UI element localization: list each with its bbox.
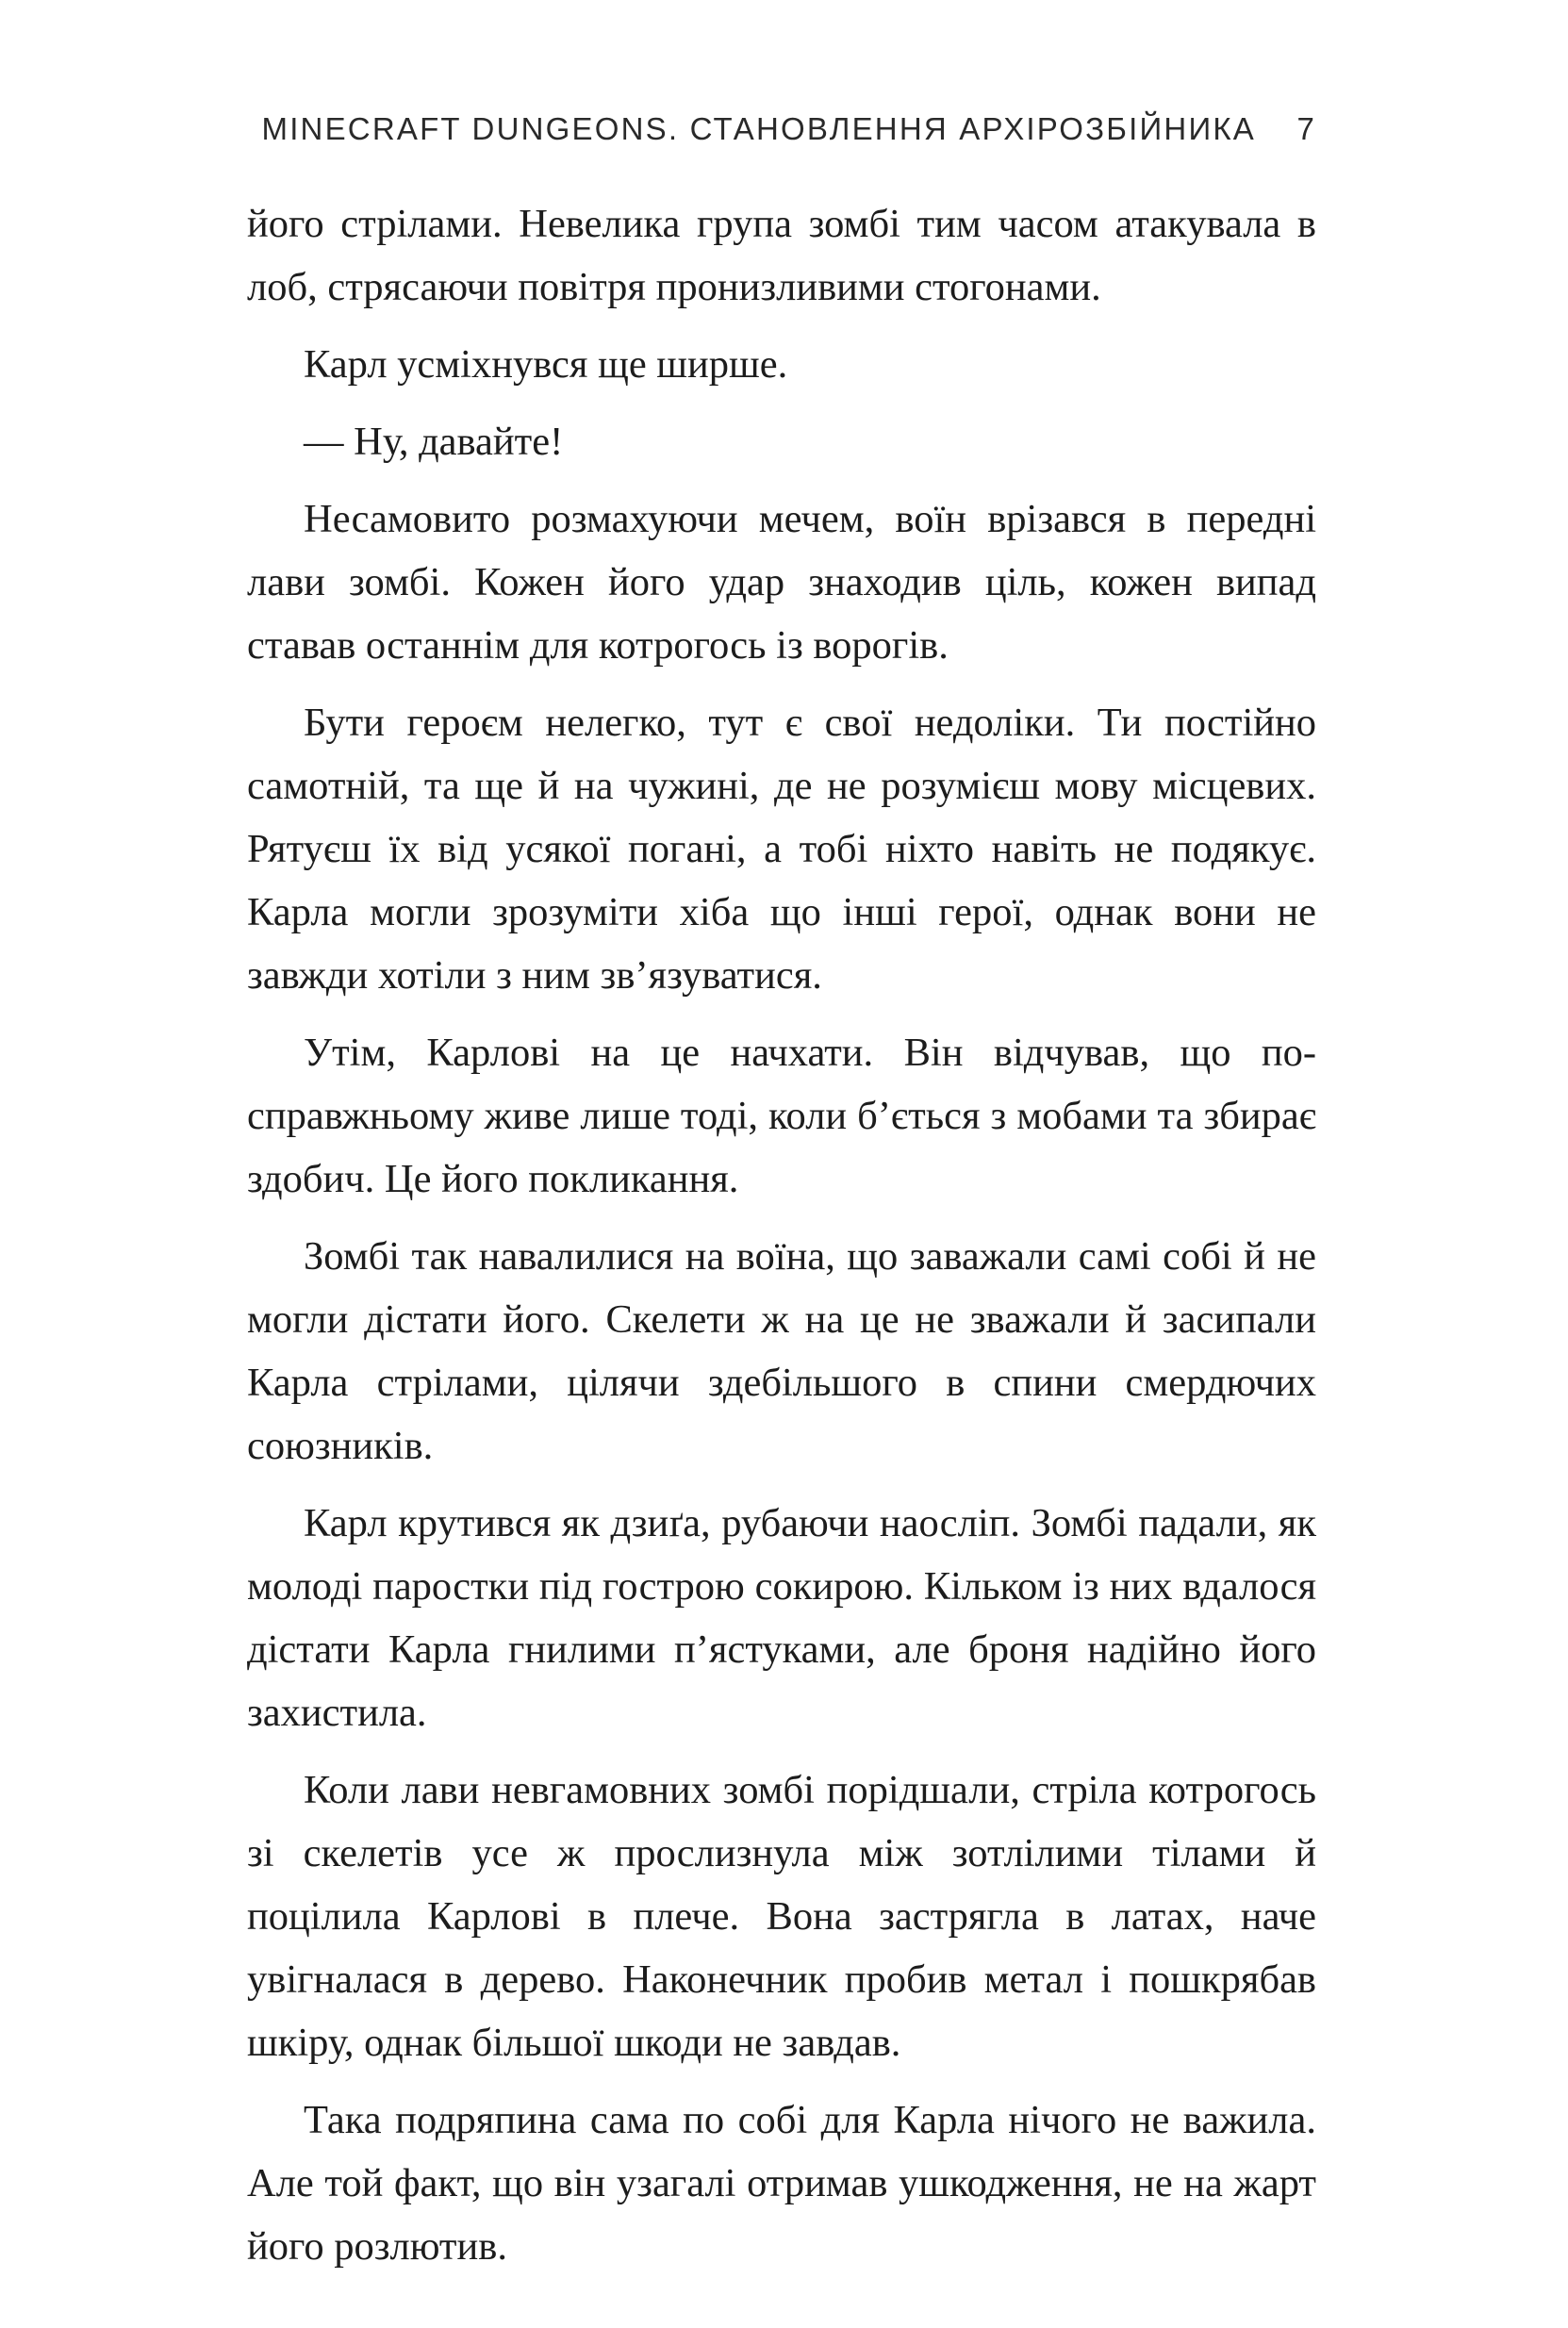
- dialogue-line: — Ну, давайте!: [304, 420, 564, 464]
- paragraph: його стрілами. Невелика група зомбі тим часом атакувала в лоб, стрясаючи повітря пронизливими стогонами.: [247, 202, 1316, 309]
- page-number: 7: [1296, 111, 1316, 146]
- page-body: [247, 192, 1316, 2292]
- book-title: MINECRAFT DUNGEONS. СТАНОВЛЕННЯ АРХІРОЗБІЙНИКА: [261, 111, 1256, 146]
- paragraph: Коли лави невгамовних зомбі порідшали, стріла котрогось зі скелетів усе ж прослизнула між зотлілими тілами й поцілила Карлові в плече. Вона застрягла в латах, наче увігналася в дерево. Наконечник пробив метал і пошкрябав шкіру, однак більшої шкоди не завдав.: [247, 1768, 1316, 2065]
- paragraph: Така подряпина сама по собі для Карла нічого не важила. Але той факт, що він узагалі отримав ушкодження, не на жарт його розлютив.: [247, 2098, 1316, 2269]
- paragraph: Зомбі так навалилися на воїна, що заважали самі собі й не могли дістати його. Скелети ж на це не зважали й засипали Карла стрілами, цілячи здебільшого в спини смердючих союзників.: [247, 1234, 1316, 1468]
- paragraph: Карл крутився як дзиґа, рубаючи наосліп. Зомбі падали, як молоді паростки під гострою сокирою. Кільком із них вдалося дістати Карла гнилими п’ястуками, але броня надійно його захистила.: [247, 1501, 1316, 1735]
- running-head: [247, 111, 1316, 158]
- paragraph: Бути героєм нелегко, тут є свої недоліки. Ти постійно самотній, та ще й на чужині, де не розумієш мову місцевих. Рятуєш їх від усякої погані, а тобі ніхто навіть не подякує. Карла могли зрозуміти хіба що інші герої, однак вони не завжди хотіли з ним зв’язуватися.: [247, 701, 1316, 998]
- paragraph: Утім, Карлові на це начхати. Він відчував, що по-справжньому живе лише тоді, коли б’ється з мобами та збирає здобич. Це його покликання.: [247, 1031, 1316, 1201]
- paragraph: Несамовито розмахуючи мечем, воїн врізався в передні лави зомбі. Кожен його удар знаходив ціль, кожен випад ставав останнім для котрогось із ворогів.: [247, 497, 1316, 668]
- paragraph: Карл усміхнувся ще ширше.: [304, 342, 788, 387]
